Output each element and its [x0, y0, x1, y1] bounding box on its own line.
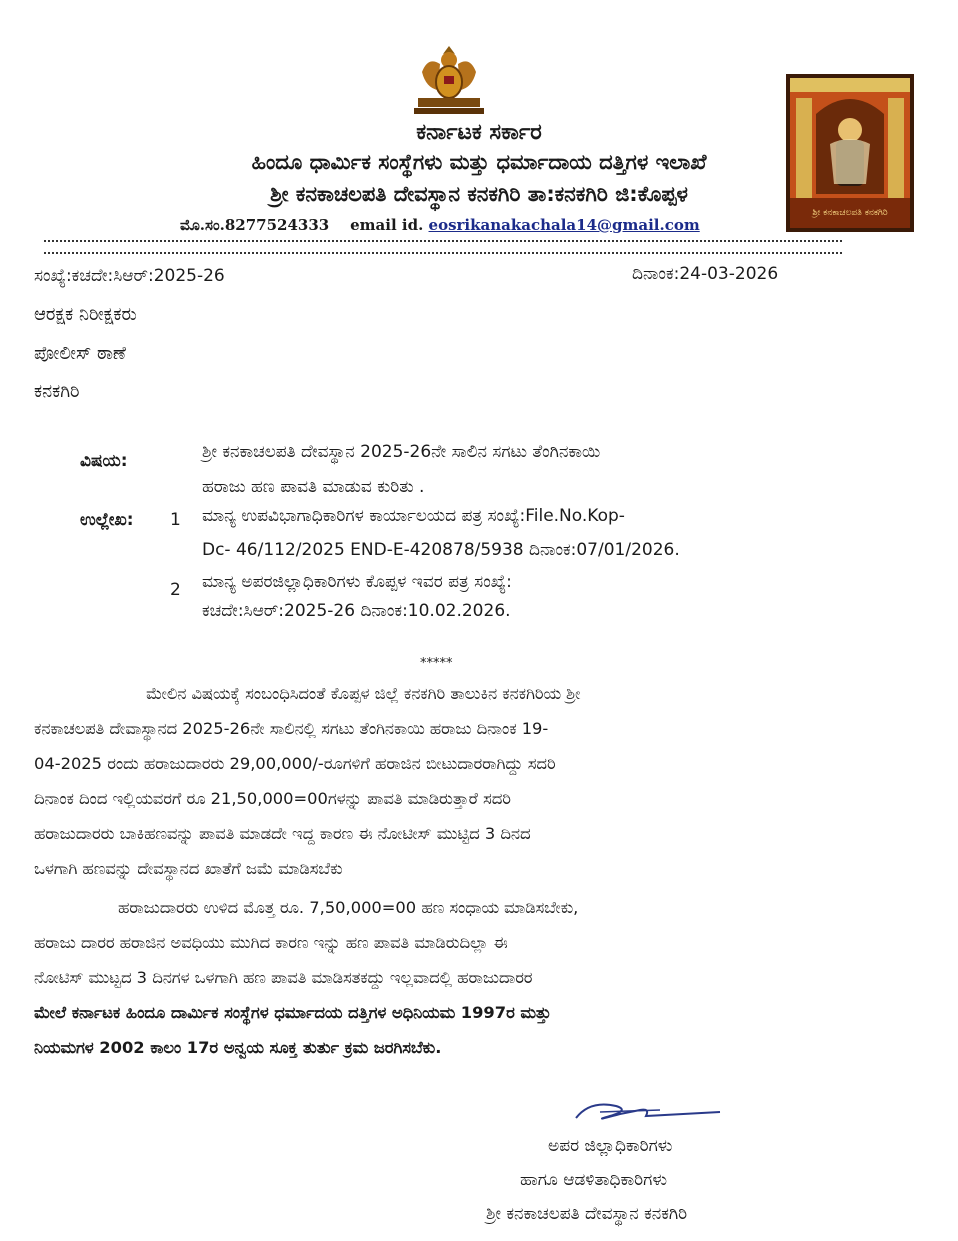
- header-department: ಹಿಂದೂ ಧಾರ್ಮಿಕ ಸಂಸ್ಥೆಗಳು ಮತ್ತು ಧರ್ಮಾದಾಯ ದತ್ತಿಗಳ ಇಲಾಖೆ: [251, 150, 707, 174]
- para1-line-1: ಮೇಲಿನ ವಿಷಯಕ್ಕೆ ಸಂಬಂಧಿಸಿದಂತೆ ಕೊಪ್ಪಳ ಜಿಲ್ಲೆ ಕನಕಗಿರಿ ತಾಲುಕಿನ ಕನಕಗಿರಿಯ ಶ್ರೀ: [146, 684, 581, 703]
- subject-line-1: ಶ್ರೀ ಕನಕಾಚಲಪತಿ ದೇವಸ್ಥಾನ 2025-26ನೇ ಸಾಲಿನ ಸಗಟು ತೆಂಗಿನಕಾಯಿ: [202, 442, 601, 462]
- reference-2-number: 2: [170, 580, 181, 600]
- handwritten-signature: [570, 1096, 730, 1130]
- header-government: ಕರ್ನಾಟಕ ಸರ್ಕಾರ: [416, 120, 542, 145]
- signature-designation-3: ಶ್ರೀ ಕನಕಾಚಲಪತಿ ದೇವಸ್ಥಾನ ಕನಕಗಿರಿ: [486, 1204, 688, 1224]
- body-paragraph-1: [34, 676, 850, 886]
- header-contact: [180, 216, 700, 234]
- separator-stars: *****: [420, 656, 453, 671]
- recipient-line-3: ಕನಕಗಿರಿ: [34, 381, 80, 402]
- reference-1-number: 1: [170, 510, 181, 530]
- para2-line-2: ಹರಾಜು ದಾರರ ಹರಾಜಿನ ಅವಧಿಯು ಮುಗಿದ ಕಾರಣ ಇನ್ನು ಹಣ ಪಾವತಿ ಮಾಡಿರುದಿಲ್ಲಾ ಈ: [34, 933, 508, 952]
- para2-line-5: ನಿಯಮಗಳ 2002 ಕಾಲಂ 17ರ ಅನ್ವಯ ಸೂಕ್ತ ತುರ್ತು ಕ್ರಮ ಜರಗಿಸಬೆಕು.: [34, 1038, 442, 1057]
- para1-line-6: ಒಳಗಾಗಿ ಹಣವನ್ನು ದೇವಸ್ಥಾನದ ಖಾತೆಗೆ ಜಮೆ ಮಾಡಿಸಬೆಕು: [34, 859, 343, 878]
- reference-2-line-2: ಕಚದೇ:ಸಿಆರ್:2025-26 ದಿನಾಂಕ:10.02.2026.: [202, 601, 511, 621]
- header-divider: [44, 240, 842, 254]
- para1-line-2: ಕನಕಾಚಲಪತಿ ದೇವಾಸ್ಥಾನದ 2025-26ನೇ ಸಾಲಿನಲ್ಲಿ ಸಗಟು ತೆಂಗಿನಕಾಯಿ ಹರಾಜು ದಿನಾಂಕ 19-: [34, 719, 549, 738]
- mobile-number: ಮೊ.ಸಂ.8277524333: [180, 216, 330, 234]
- reference-1-line-1: ಮಾನ್ಯ ಉಪವಿಭಾಗಾಧಿಕಾರಿಗಳ ಕಾರ್ಯಾಲಯದ ಪತ್ರ ಸಂಖ್ಯೆ:File.No.Kop-: [202, 506, 625, 526]
- subject-label: ವಿಷಯ:: [80, 451, 128, 471]
- para1-line-3: 04-2025 ರಂದು ಹರಾಜುದಾರರು 29,00,000/-ರೂಗಳಿಗೆ ಹರಾಜಿನ ಬೀಟುದಾರರಾಗಿದ್ದು ಸದರಿ: [34, 754, 556, 773]
- reference-label: ಉಲ್ಲೇಖ:: [80, 510, 134, 530]
- reference-2-line-1: ಮಾನ್ಯ ಅಪರಜಿಲ್ಲಾಧಿಕಾರಿಗಳು ಕೊಪ್ಪಳ ಇವರ ಪತ್ರ ಸಂಖ್ಯೆ:: [202, 572, 512, 592]
- recipient-line-1: ಆರಕ್ಷಕ ನಿರೀಕ್ಷಕರು: [34, 304, 137, 325]
- subject-line-2: ಹರಾಜು ಹಣ ಪಾವತಿ ಮಾಡುವ ಕುರಿತು .: [202, 477, 425, 497]
- para2-line-4: ಮೇಲೆ ಕರ್ನಾಟಕ ಹಿಂದೂ ದಾರ್ಮಿಕ ಸಂಸ್ಥೆಗಳ ಧರ್ಮಾದಯ ದತ್ತಿಗಳ ಅಧಿನಿಯಮ 1997ರ ಮತ್ತು: [34, 1003, 552, 1022]
- email-link[interactable]: eosrikanakachala14@gmail.com: [428, 216, 700, 234]
- para1-line-5: ಹರಾಜುದಾರರು ಬಾಕಿಹಣವನ್ನು ಪಾವತಿ ಮಾಡದೇ ಇದ್ದ ಕಾರಣ ಈ ನೋಟೀಸ್ ಮುಟ್ಟಿದ 3 ದಿನದ: [34, 824, 531, 843]
- recipient-line-2: ಪೋಲೀಸ್ ಠಾಣೆ: [34, 343, 127, 364]
- header-temple: ಶ್ರೀ ಕನಕಾಚಲಪತಿ ದೇವಸ್ಥಾನ ಕನಕಗಿರಿ ತಾ:ಕನಕಗಿರಿ ಜಿ:ಕೊಪ್ಪಳ: [270, 182, 688, 206]
- email-label: email id.: [350, 216, 424, 234]
- temple-photo-caption: ಶ್ರೀ ಕನಕಾಚಲಪತಿ ಕನಕಗಿರಿ: [812, 208, 888, 218]
- karnataka-emblem-icon: [408, 42, 490, 120]
- para2-line-3: ನೋಟಿಸ್ ಮುಟ್ಟದ 3 ದಿನಗಳ ಒಳಗಾಗಿ ಹಣ ಪಾವತಿ ಮಾಡಿಸತಕದ್ದು ಇಲ್ಲವಾದಲ್ಲಿ ಹರಾಜುದಾರರ: [34, 968, 533, 987]
- para2-line-1: ಹರಾಜುದಾರರು ಉಳಿದ ಮೊತ್ತ ರೂ. 7,50,000=00 ಹಣ ಸಂಧಾಯ ಮಾಡಿಸಬೇಕು,: [118, 898, 579, 917]
- para1-line-4: ದಿನಾಂಕ ದಿಂದ ಇಲ್ಲಿಯವರಗೆ ರೂ 21,50,000=00ಗಳನ್ನು ಪಾವತಿ ಮಾಡಿರುತ್ತಾರೆ ಸದರಿ: [34, 789, 511, 808]
- body-paragraph-2: [34, 890, 850, 1065]
- reference-1-line-2: Dc- 46/112/2025 END-E-420878/5938 ದಿನಾಂಕ:07/01/2026.: [202, 540, 680, 560]
- signature-designation-1: ಅಪರ ಜಿಲ್ಲಾಧಿಕಾರಿಗಳು: [548, 1136, 673, 1156]
- letter-date: ದಿನಾಂಕ:24-03-2026: [632, 264, 779, 284]
- reference-number: ಸಂಖ್ಯೆ:ಕಚದೇ:ಸಿಆರ್:2025-26: [34, 266, 225, 286]
- signature-designation-2: ಹಾಗೂ ಆಡಳಿತಾಧಿಕಾರಿಗಳು: [520, 1170, 667, 1190]
